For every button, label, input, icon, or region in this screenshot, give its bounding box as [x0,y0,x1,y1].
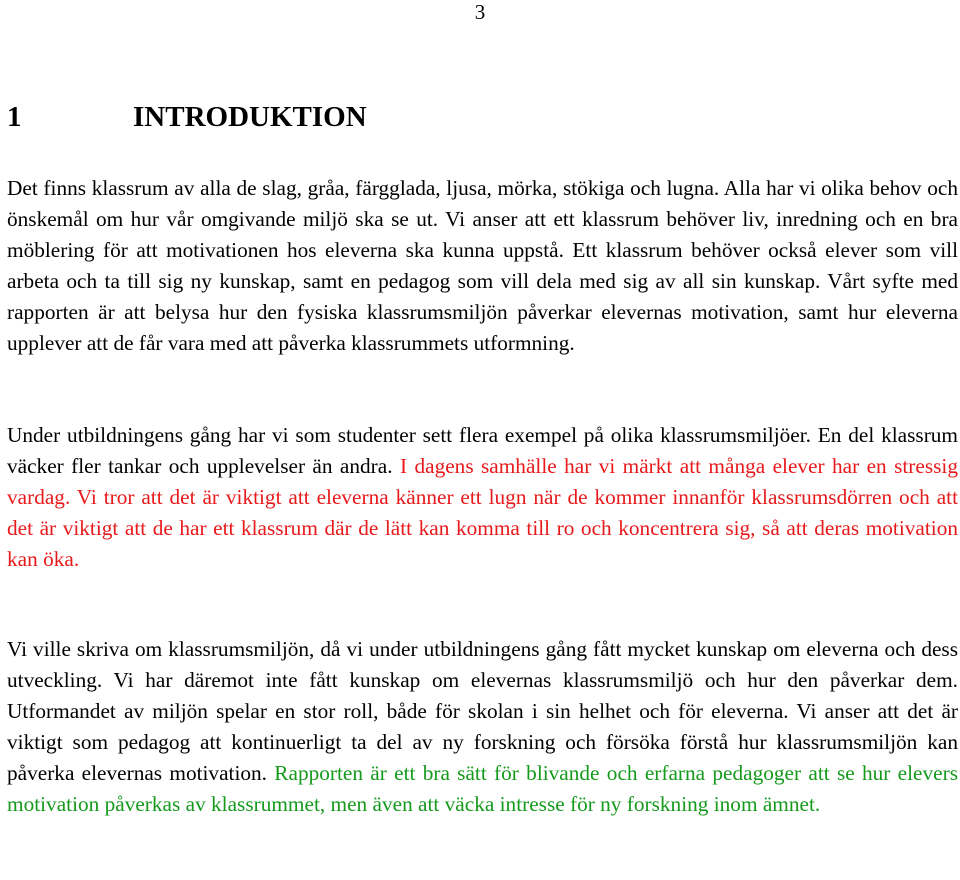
paragraph-2 [7,420,958,575]
paragraph-3 [7,634,958,820]
paragraph-1-text: Det finns klassrum av alla de slag, gråa, färgglada, ljusa, mörka, stökiga och lugna. Alla har vi olika behov och önskemål om hur vår omgivande miljö ska se ut. Vi anser att ett klassrum behöver liv, inredning och en bra möblering för att motivationen hos eleverna ska kunna uppstå. Ett klassrum behöver också elever som vill arbeta och ta till sig ny kunskap, samt en pedagog som vill dela med sig av all sin kunskap. Vårt syfte med rapporten är att belysa hur den fysiska klassrumsmiljön påverkar elevernas motivation, samt hur eleverna upplever att de får vara med att påverka klassrummets utformning. [7,176,958,355]
paragraph-3-text: Vi ville skriva om klassrumsmiljön, då vi under utbildningens gång fått mycket kunskap om eleverna och dess utveckling. Vi har däremot inte fått kunskap om elevernas klassrumsmiljö och hur den påverkar dem. Utformandet av miljön spelar en stor roll, både för skolan i sin helhet och för eleverna. Vi anser att det är viktigt som pedagog att kontinuerligt ta del av ny forskning och försöka förstå hur klassrumsmiljön kan påverka elevernas motivation. [7,637,958,785]
paragraph-3-highlight-green: Rapporten är ett bra sätt för blivande och erfarna pedagoger att se hur elevers motivation påverkas av klassrummet, men även att väcka intresse för ny forskning inom ämnet. [7,761,958,816]
section-heading [7,100,367,134]
page-number: 3 [474,0,486,24]
paragraph-1 [7,173,958,359]
paragraph-2-highlight-red: I dagens samhälle har vi märkt att många elever har en stressig vardag. Vi tror att det är viktigt att eleverna känner ett lugn när de kommer innanför klassrumsdörren och att det är viktigt att de har ett klassrum där de lätt kan komma till ro och koncentrera sig, så att deras motivation kan öka. [7,454,958,571]
section-title: INTRODUKTION [133,101,367,133]
paragraph-2-text: Under utbildningens gång har vi som studenter sett flera exempel på olika klassrumsmiljöer. En del klassrum väcker fler tankar och upplevelser än andra. [7,423,958,478]
section-number: 1 [7,101,22,133]
